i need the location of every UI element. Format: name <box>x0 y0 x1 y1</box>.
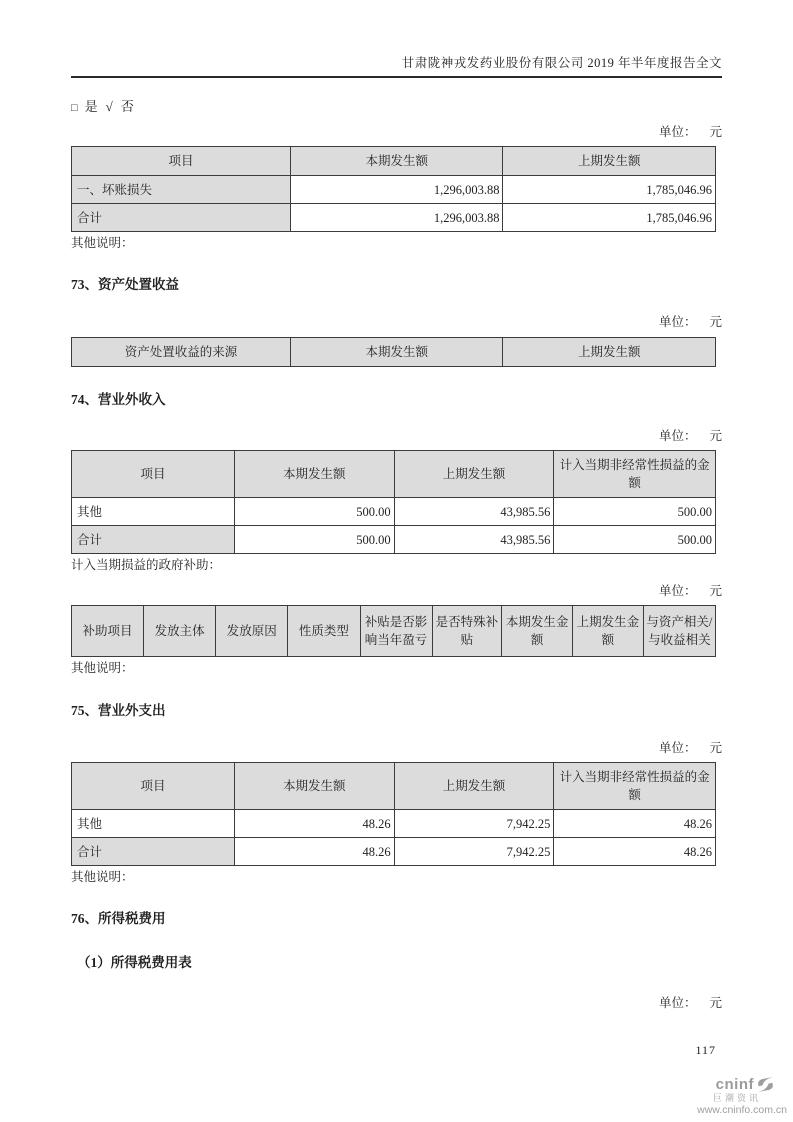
unit-value: 元 <box>709 429 722 443</box>
cell-value: 43,985.56 <box>394 498 554 526</box>
column-header: 本期发生额 <box>234 451 394 498</box>
asset-disposal-income-table <box>71 337 716 367</box>
checkbox-unchecked-icon: □ <box>71 102 78 114</box>
other-note-label: 其他说明： <box>71 870 134 884</box>
table-header-row <box>72 763 716 810</box>
section-73-title: 73、资产处置收益 <box>71 277 179 292</box>
unit-value: 元 <box>709 741 722 755</box>
cell-value: 500.00 <box>554 526 716 554</box>
table-header-row <box>72 451 716 498</box>
government-subsidy-table <box>71 605 716 657</box>
unit-label: 单位： <box>658 996 697 1010</box>
column-header: 发放主体 <box>144 606 216 657</box>
section-74-title: 74、营业外收入 <box>71 392 166 407</box>
column-header: 本期发生额 <box>290 147 503 176</box>
column-header: 上期发生额 <box>394 451 554 498</box>
yes-no-checkbox-line <box>71 98 722 117</box>
cell-value: 7,942.25 <box>394 838 554 866</box>
column-header: 上期发生额 <box>394 763 554 810</box>
unit-line <box>71 314 722 331</box>
table-row <box>72 838 716 866</box>
cell-value: 7,942.25 <box>394 810 554 838</box>
column-header: 补贴是否影响当年盈亏 <box>360 606 432 657</box>
cninfo-url: www.cninfo.com.cn <box>697 1104 787 1116</box>
header-rule <box>71 76 722 78</box>
column-header: 项目 <box>72 451 235 498</box>
table-row <box>72 204 716 232</box>
non-operating-income-table <box>71 450 716 554</box>
cell-value: 48.26 <box>554 838 716 866</box>
section-76-sub1-title: （1）所得税费用表 <box>77 955 192 970</box>
column-header: 发放原因 <box>216 606 288 657</box>
column-header: 是否特殊补贴 <box>432 606 502 657</box>
unit-label: 单位： <box>658 315 697 329</box>
unit-value: 元 <box>709 584 722 598</box>
unit-label: 单位： <box>658 584 697 598</box>
cninfo-brand-row <box>697 1076 787 1093</box>
cell-value: 48.26 <box>234 838 394 866</box>
row-label: 一、坏账损失 <box>72 176 291 204</box>
table-row <box>72 176 716 204</box>
table-header-row <box>72 147 716 176</box>
bad-debt-loss-table <box>71 146 716 232</box>
unit-label: 单位： <box>658 741 697 755</box>
column-header: 本期发生额 <box>290 338 503 367</box>
column-header: 计入当期非经常性损益的金额 <box>554 451 716 498</box>
row-label: 其他 <box>72 498 235 526</box>
column-header: 上期发生金额 <box>573 606 644 657</box>
cninfo-brand-text: cninf <box>715 1076 754 1093</box>
page-number: 117 <box>695 1043 716 1057</box>
non-operating-expense-table <box>71 762 716 866</box>
column-header: 本期发生金额 <box>502 606 573 657</box>
row-label: 其他 <box>72 810 235 838</box>
column-header: 与资产相关/与收益相关 <box>643 606 715 657</box>
table-row <box>72 810 716 838</box>
column-header: 上期发生额 <box>503 338 716 367</box>
column-header: 补助项目 <box>72 606 144 657</box>
cell-value: 1,785,046.96 <box>503 204 716 232</box>
table-header-row <box>72 606 716 657</box>
section-76-title: 76、所得税费用 <box>71 911 166 926</box>
column-header: 项目 <box>72 147 291 176</box>
gov-subsidy-lead-label: 计入当期损益的政府补助： <box>71 558 222 572</box>
cell-value: 1,296,003.88 <box>290 176 503 204</box>
table-row <box>72 526 716 554</box>
report-title: 甘肃陇神戎发药业股份有限公司 2019 年半年度报告全文 <box>401 56 722 70</box>
cell-value: 1,296,003.88 <box>290 204 503 232</box>
column-header: 本期发生额 <box>234 763 394 810</box>
unit-label: 单位： <box>658 429 697 443</box>
other-note-label: 其他说明： <box>71 661 134 675</box>
cell-value: 500.00 <box>234 526 394 554</box>
cell-value: 500.00 <box>554 498 716 526</box>
unit-value: 元 <box>709 996 722 1010</box>
other-note-label: 其他说明： <box>71 236 134 250</box>
column-header: 性质类型 <box>288 606 360 657</box>
column-header: 项目 <box>72 763 235 810</box>
cell-value: 48.26 <box>234 810 394 838</box>
cninfo-chinese-name: 巨潮资讯 <box>712 1093 761 1103</box>
page-content <box>71 0 722 1012</box>
no-label: 否 <box>120 99 134 114</box>
column-header: 资产处置收益的来源 <box>72 338 291 367</box>
yes-label: 是 <box>84 99 98 114</box>
section-75-title: 75、营业外支出 <box>71 703 166 718</box>
unit-label: 单位： <box>658 125 697 139</box>
cninfo-logo <box>697 1076 787 1117</box>
table-header-row <box>72 338 716 367</box>
check-icon: √ <box>105 99 113 114</box>
unit-line <box>71 740 722 757</box>
cell-value: 1,785,046.96 <box>503 176 716 204</box>
column-header: 计入当期非经常性损益的金额 <box>554 763 716 810</box>
cell-value: 500.00 <box>234 498 394 526</box>
cell-value: 48.26 <box>554 810 716 838</box>
table-row <box>72 498 716 526</box>
cninfo-swirl-icon <box>755 1076 776 1093</box>
cell-value: 43,985.56 <box>394 526 554 554</box>
unit-line <box>71 583 722 600</box>
row-label: 合计 <box>72 204 291 232</box>
row-label: 合计 <box>72 526 235 554</box>
unit-line <box>71 124 722 141</box>
row-label: 合计 <box>72 838 235 866</box>
unit-line <box>71 428 722 445</box>
unit-line <box>71 995 722 1012</box>
column-header: 上期发生额 <box>503 147 716 176</box>
unit-value: 元 <box>709 125 722 139</box>
unit-value: 元 <box>709 315 722 329</box>
